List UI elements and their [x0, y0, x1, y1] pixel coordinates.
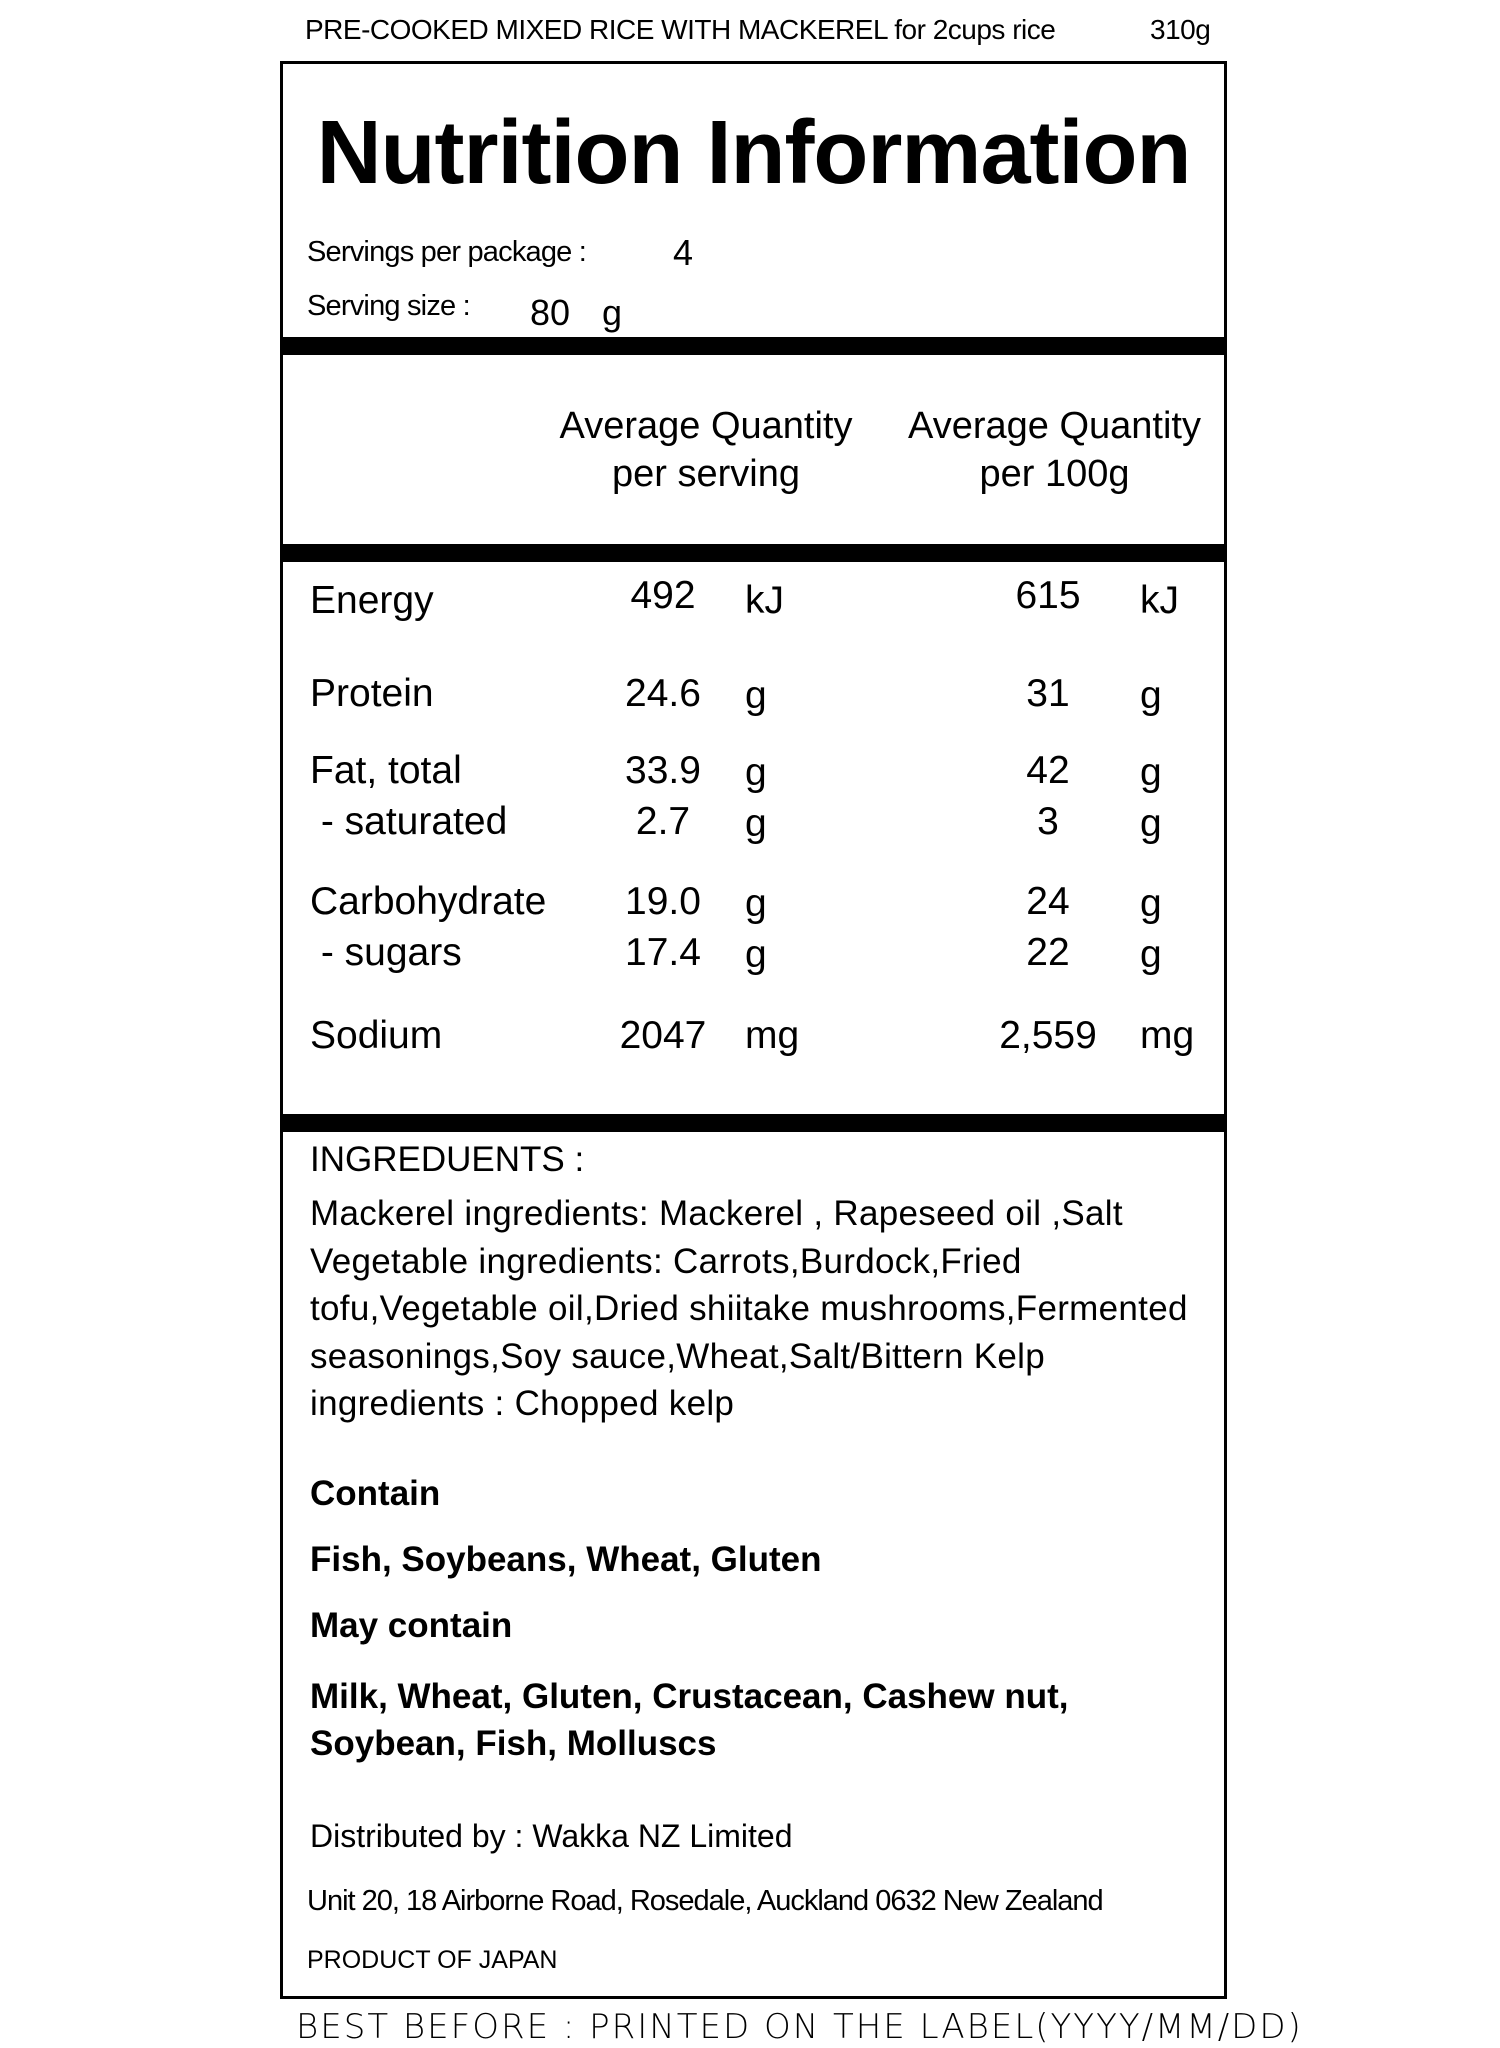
ingredients-heading: INGREDUENTS : [310, 1140, 585, 1179]
nutrient-per100-unit: g [1140, 882, 1162, 925]
nutrient-per100-unit: g [1140, 751, 1162, 794]
country-of-origin: PRODUCT OF JAPAN [307, 1946, 558, 1974]
nutrient-per100-value: 42 [1026, 749, 1070, 792]
nutrient-serving-unit: kJ [745, 579, 784, 622]
divider-thick [283, 337, 1224, 355]
product-name: PRE-COOKED MIXED RICE WITH MACKEREL for 2cups rice [305, 14, 1056, 45]
nutrient-label: Protein [310, 672, 434, 715]
nutrient-serving-value: 2.7 [635, 800, 691, 843]
nutrient-per100-unit: kJ [1140, 579, 1179, 622]
net-weight: 310g [1150, 14, 1211, 45]
nutrient-per100-value: 24 [1026, 880, 1070, 923]
column-header-per-serving: Average Quantity per serving [559, 405, 853, 495]
nutrient-serving-unit: g [745, 802, 767, 845]
servings-per-package-value: 4 [673, 232, 694, 273]
nutrient-per100-unit: g [1140, 674, 1162, 717]
contain-list: Fish, Soybeans, Wheat, Gluten [310, 1540, 822, 1579]
nutrient-per100-value: 31 [1026, 672, 1070, 715]
nutrient-serving-value: 492 [630, 574, 696, 617]
serving-size-label: Serving size : [307, 290, 470, 322]
divider-thick [283, 544, 1224, 562]
nutrient-per100-unit: g [1140, 802, 1162, 845]
ingredients-text: Mackerel ingredients: Mackerel , Rapeseed oil ,Salt Vegetable ingredients: Carrots,Burdock,Fried tofu,Vegetable oil,Dried shiitake mushrooms,Fermented seasonings,Soy sauce,Wheat,Salt/Bittern Kelp ingredients : Chopped kelp [310, 1194, 1188, 1423]
contain-label: Contain [310, 1474, 441, 1513]
nutrient-label: Sodium [310, 1014, 443, 1057]
servings-per-package-label: Servings per package : [307, 236, 587, 268]
distributor: Distributed by : Wakka NZ Limited [310, 1818, 793, 1854]
nutrient-serving-value: 2047 [619, 1014, 707, 1057]
nutrient-label: Energy [310, 579, 434, 622]
nutrient-label: Carbohydrate [310, 880, 547, 923]
best-before-note: BEST BEFORE : PRINTED ON THE LABEL(YYYY/MM/DD) [296, 2007, 1303, 2047]
nutrient-serving-unit: g [745, 882, 767, 925]
nutrient-serving-value: 24.6 [625, 672, 701, 715]
nutrient-per100-value: 22 [1026, 931, 1070, 974]
divider-thick [283, 1114, 1224, 1132]
may-contain-label: May contain [310, 1606, 513, 1645]
nutrient-serving-unit: g [745, 933, 767, 976]
nutrient-per100-unit: g [1140, 933, 1162, 976]
nutrient-per100-value: 3 [1037, 800, 1059, 843]
serving-size-unit: g [602, 292, 623, 333]
nutrition-panel [280, 61, 1227, 1999]
nutrient-serving-value: 17.4 [625, 931, 701, 974]
nutrient-serving-value: 19.0 [625, 880, 701, 923]
nutrient-serving-unit: g [745, 674, 767, 717]
nutrient-per100-unit: mg [1140, 1014, 1195, 1057]
may-contain-list: Milk, Wheat, Gluten, Crustacean, Cashew nut, Soybean, Fish, Molluscs [310, 1677, 1069, 1763]
serving-size-value: 80 [530, 292, 571, 333]
nutrient-serving-unit: g [745, 751, 767, 794]
nutrient-label: Fat, total [310, 749, 462, 792]
nutrient-serving-value: 33.9 [625, 749, 701, 792]
nutrient-per100-value: 615 [1015, 574, 1081, 617]
nutrient-label: - saturated [310, 800, 508, 843]
nutrient-label: - sugars [310, 931, 462, 974]
nutrient-per100-value: 2,559 [999, 1014, 1097, 1057]
panel-title: Nutrition Information [316, 103, 1191, 203]
distributor-address: Unit 20, 18 Airborne Road, Rosedale, Auckland 0632 New Zealand [307, 1885, 1103, 1917]
nutrient-serving-unit: mg [745, 1014, 800, 1057]
column-header-per-100g: Average Quantity per 100g [908, 405, 1201, 495]
